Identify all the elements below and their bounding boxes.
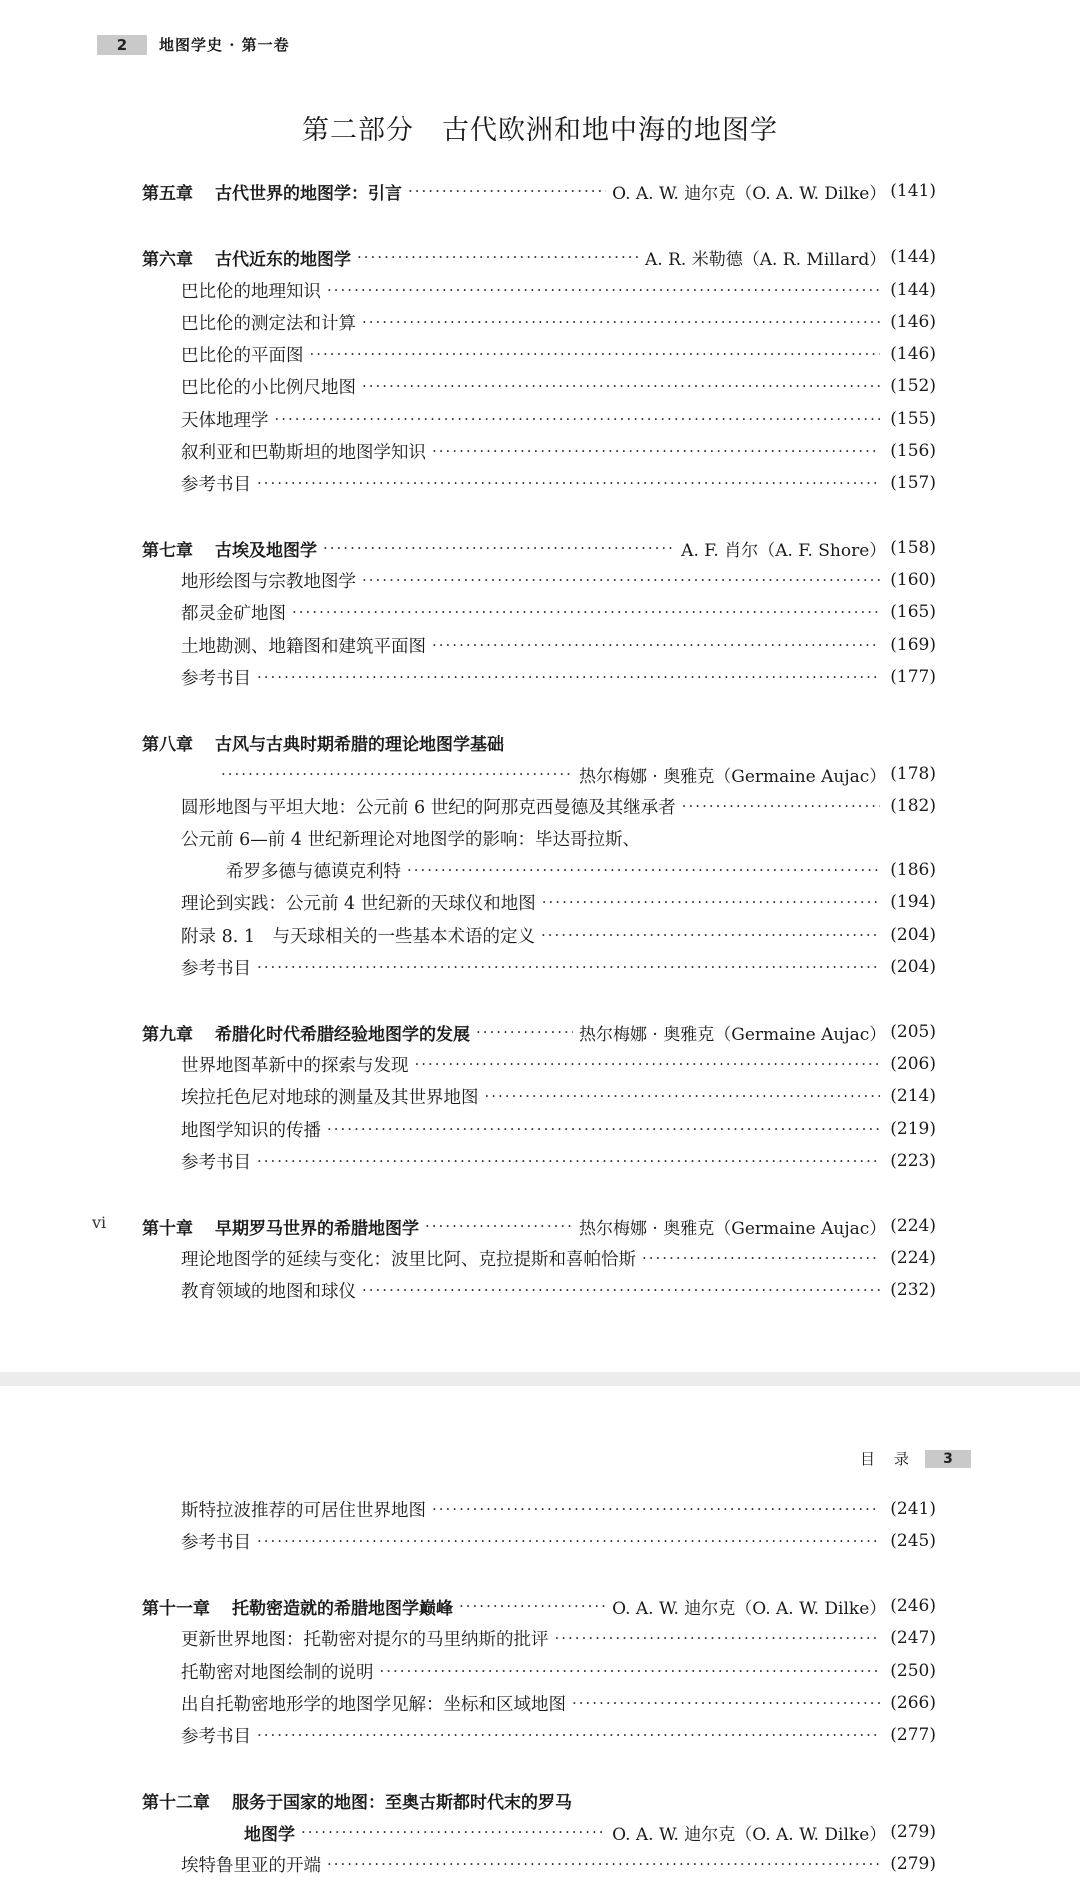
page-number-badge: 2 <box>97 35 147 55</box>
toc-section <box>181 1049 936 1079</box>
page-separator <box>0 1372 1080 1386</box>
dot-leader <box>485 1087 881 1105</box>
page-reference: (169) <box>890 635 936 655</box>
chapter-label: 第五章 <box>142 183 193 204</box>
toc-section <box>181 1720 936 1750</box>
page-reference: (277) <box>890 1725 936 1745</box>
dot-leader <box>323 539 675 557</box>
chapter-title: 服务于国家的地图：至奥古斯都时代末的罗马 <box>232 1792 572 1813</box>
page-reference: (158) <box>890 538 936 558</box>
page-reference: (194) <box>890 892 936 912</box>
page-reference: (152) <box>890 376 936 396</box>
section-title: 世界地图革新中的探索与发现 <box>181 1055 409 1076</box>
running-head-bottom <box>860 1448 971 1469</box>
chapter-label: 第十二章 <box>142 1792 210 1813</box>
dot-leader <box>357 248 639 266</box>
toc-section <box>181 307 936 337</box>
toc-section <box>181 952 936 982</box>
dot-leader <box>642 1249 880 1267</box>
dot-leader <box>541 926 880 944</box>
page-reference: (160) <box>890 570 936 590</box>
page-reference: (144) <box>890 280 936 300</box>
page-reference: (250) <box>890 1661 936 1681</box>
page-reference: (146) <box>890 344 936 364</box>
page-reference: (219) <box>890 1119 936 1139</box>
chapter-author: A. R. 米勒德（A. R. Millard） <box>645 249 887 270</box>
dot-leader <box>459 1597 606 1615</box>
page-reference: (155) <box>890 409 936 429</box>
toc-section <box>181 275 936 305</box>
side-folio: vi <box>92 1213 107 1232</box>
section-title: 巴比伦的地理知识 <box>181 281 321 302</box>
page-reference: (205) <box>890 1022 936 1042</box>
chapter-label: 第八章 <box>142 734 193 755</box>
page-reference: (156) <box>890 441 936 461</box>
page-reference: (241) <box>890 1499 936 1519</box>
section-title: 巴比伦的测定法和计算 <box>181 313 356 334</box>
section-title: 附录 8. 1 与天球相关的一些基本术语的定义 <box>181 926 535 947</box>
section-title: 出自托勒密地形学的地图学见解：坐标和区域地图 <box>181 1694 566 1715</box>
toc-section <box>181 597 936 627</box>
page-reference: (204) <box>890 925 936 945</box>
toc-section <box>181 662 936 692</box>
chapter-label: 第十一章 <box>142 1598 210 1619</box>
section-title: 理论到实践：公元前 4 世纪新的天球仪和地图 <box>181 893 536 914</box>
dot-leader <box>221 765 573 783</box>
running-head-top <box>97 34 290 55</box>
toc-chapter-12 <box>142 1785 936 1815</box>
page-reference: (157) <box>890 473 936 493</box>
page-reference: (247) <box>890 1628 936 1648</box>
section-title: 天体地理学 <box>181 410 269 431</box>
toc-section <box>181 1526 936 1556</box>
section-title: 参考书目 <box>181 958 251 979</box>
page-reference: (224) <box>890 1216 936 1236</box>
page-reference: (246) <box>890 1596 936 1616</box>
page-reference: (182) <box>890 796 936 816</box>
toc-chapter-11 <box>142 1591 936 1621</box>
toc-section <box>181 1688 936 1718</box>
toc-section <box>181 371 936 401</box>
page-reference: (177) <box>890 667 936 687</box>
chapter-author: 热尔梅娜 · 奥雅克（Germaine Aujac） <box>579 1024 887 1045</box>
section-title: 教育领域的地图和球仪 <box>181 1281 356 1302</box>
dot-leader <box>275 410 881 428</box>
dot-leader <box>425 1217 573 1235</box>
toc-chapter-8 <box>142 727 936 757</box>
section-title: 叙利亚和巴勒斯坦的地图学知识 <box>181 442 426 463</box>
chapter-label: 第七章 <box>142 540 193 561</box>
dot-leader <box>257 1726 880 1744</box>
chapter-author: O. A. W. 迪尔克（O. A. W. Dilke） <box>612 1824 887 1845</box>
dot-leader <box>292 603 880 621</box>
toc-section <box>181 1849 936 1879</box>
dot-leader <box>432 1500 880 1518</box>
section-title: 埃特鲁里亚的开端 <box>181 1855 321 1876</box>
dot-leader <box>476 1023 573 1041</box>
toc-section <box>181 468 936 498</box>
dot-leader <box>310 345 881 363</box>
dot-leader <box>542 893 881 911</box>
section-title: 公元前 6—前 4 世纪新理论对地图学的影响：毕达哥拉斯、 <box>181 829 640 850</box>
chapter-label: 第十章 <box>142 1218 193 1239</box>
page-reference: (214) <box>890 1086 936 1106</box>
running-head-title: 地图学史 · 第一卷 <box>159 36 290 54</box>
toc-chapter-6 <box>142 242 936 272</box>
section-title: 参考书目 <box>181 1152 251 1173</box>
dot-leader <box>362 571 880 589</box>
section-title-continued: 希罗多德与德谟克利特 <box>226 861 401 882</box>
toc-section <box>181 1114 936 1144</box>
toc-section <box>181 1146 936 1176</box>
toc-section <box>181 791 936 821</box>
chapter-title: 古代世界的地图学：引言 <box>215 183 402 204</box>
chapter-title: 希腊化时代希腊经验地图学的发展 <box>215 1024 470 1045</box>
dot-leader <box>572 1694 880 1712</box>
chapter-title-continued: 地图学 <box>244 1824 295 1845</box>
dot-leader <box>415 1055 881 1073</box>
dot-leader <box>257 668 880 686</box>
chapter-title: 古风与古典时期希腊的理论地图学基础 <box>215 734 504 755</box>
chapter-author: 热尔梅娜 · 奥雅克（Germaine Aujac） <box>579 1218 887 1239</box>
toc-chapter-7 <box>142 533 936 563</box>
page-reference: (186) <box>890 860 936 880</box>
toc-section <box>181 404 936 434</box>
toc-section-continued <box>226 855 936 885</box>
section-title: 参考书目 <box>181 474 251 495</box>
chapter-title: 古代近东的地图学 <box>215 249 351 270</box>
section-title: 圆形地图与平坦大地：公元前 6 世纪的阿那克西曼德及其继承者 <box>181 797 676 818</box>
dot-leader <box>362 313 880 331</box>
toc-section <box>181 1243 936 1273</box>
chapter-label: 第六章 <box>142 249 193 270</box>
page-reference: (204) <box>890 957 936 977</box>
page-reference: (232) <box>890 1280 936 1300</box>
page-reference: (141) <box>890 181 936 201</box>
dot-leader <box>380 1662 881 1680</box>
page-reference: (224) <box>890 1248 936 1268</box>
part-title: 第二部分 古代欧洲和地中海的地图学 <box>302 115 778 146</box>
section-title: 埃拉托色尼对地球的测量及其世界地图 <box>181 1087 479 1108</box>
toc-section <box>181 1623 936 1653</box>
dot-leader <box>327 281 880 299</box>
toc-section <box>181 339 936 369</box>
dot-leader <box>408 182 606 200</box>
dot-leader <box>362 377 880 395</box>
dot-leader <box>407 861 880 879</box>
toc-section <box>181 1656 936 1686</box>
page-reference: (165) <box>890 602 936 622</box>
chapter-author: 热尔梅娜 · 奥雅克（Germaine Aujac） <box>579 766 887 787</box>
chapter-author: A. F. 肖尔（A. F. Shore） <box>681 540 887 561</box>
dot-leader <box>257 958 880 976</box>
toc-section <box>181 565 936 595</box>
dot-leader <box>327 1855 880 1873</box>
section-title: 托勒密对地图绘制的说明 <box>181 1662 374 1683</box>
dot-leader <box>327 1120 880 1138</box>
toc-chapter-9 <box>142 1017 936 1047</box>
toc-chapter-12-continued <box>244 1817 936 1847</box>
chapter-author: O. A. W. 迪尔克（O. A. W. Dilke） <box>612 1598 887 1619</box>
toc-chapter-8-author-line <box>221 759 936 789</box>
toc-section <box>181 823 936 853</box>
running-head-title: 目 录 <box>860 1450 912 1468</box>
page-number-badge: 3 <box>925 1450 971 1468</box>
section-title: 都灵金矿地图 <box>181 603 286 624</box>
section-title: 巴比伦的小比例尺地图 <box>181 377 356 398</box>
toc-section <box>181 887 936 917</box>
toc-section <box>181 1494 936 1524</box>
dot-leader <box>432 442 880 460</box>
section-title: 斯特拉波推荐的可居住世界地图 <box>181 1500 426 1521</box>
section-title: 理论地图学的延续与变化：波里比阿、克拉提斯和喜帕恰斯 <box>181 1249 636 1270</box>
page-reference: (146) <box>890 312 936 332</box>
dot-leader <box>362 1281 880 1299</box>
chapter-author: O. A. W. 迪尔克（O. A. W. Dilke） <box>612 183 887 204</box>
toc-section <box>181 1275 936 1305</box>
dot-leader <box>301 1823 606 1841</box>
dot-leader <box>682 797 881 815</box>
page-reference: (144) <box>890 247 936 267</box>
chapter-title: 托勒密造就的希腊地图学巅峰 <box>232 1598 453 1619</box>
section-title: 参考书目 <box>181 1532 251 1553</box>
page-reference: (178) <box>890 764 936 784</box>
page-reference: (245) <box>890 1531 936 1551</box>
section-title: 地形绘图与宗教地图学 <box>181 571 356 592</box>
page-reference: (223) <box>890 1151 936 1171</box>
dot-leader <box>555 1629 881 1647</box>
chapter-label: 第九章 <box>142 1024 193 1045</box>
page-reference: (279) <box>890 1822 936 1842</box>
dot-leader <box>257 1532 880 1550</box>
section-title: 更新世界地图：托勒密对提尔的马里纳斯的批评 <box>181 1629 549 1650</box>
section-title: 土地勘测、地籍图和建筑平面图 <box>181 636 426 657</box>
section-title: 参考书目 <box>181 1726 251 1747</box>
toc-section <box>181 630 936 660</box>
dot-leader <box>257 1152 880 1170</box>
section-title: 巴比伦的平面图 <box>181 345 304 366</box>
toc-chapter-5 <box>142 176 936 206</box>
toc-section <box>181 436 936 466</box>
page-reference: (279) <box>890 1854 936 1874</box>
page-reference: (266) <box>890 1693 936 1713</box>
section-title: 参考书目 <box>181 668 251 689</box>
page-reference: (206) <box>890 1054 936 1074</box>
chapter-title: 早期罗马世界的希腊地图学 <box>215 1218 419 1239</box>
toc-section <box>181 1081 936 1111</box>
dot-leader <box>257 474 880 492</box>
toc-section <box>181 920 936 950</box>
chapter-title: 古埃及地图学 <box>215 540 317 561</box>
section-title: 地图学知识的传播 <box>181 1120 321 1141</box>
toc-chapter-10 <box>142 1211 936 1241</box>
dot-leader <box>432 636 880 654</box>
